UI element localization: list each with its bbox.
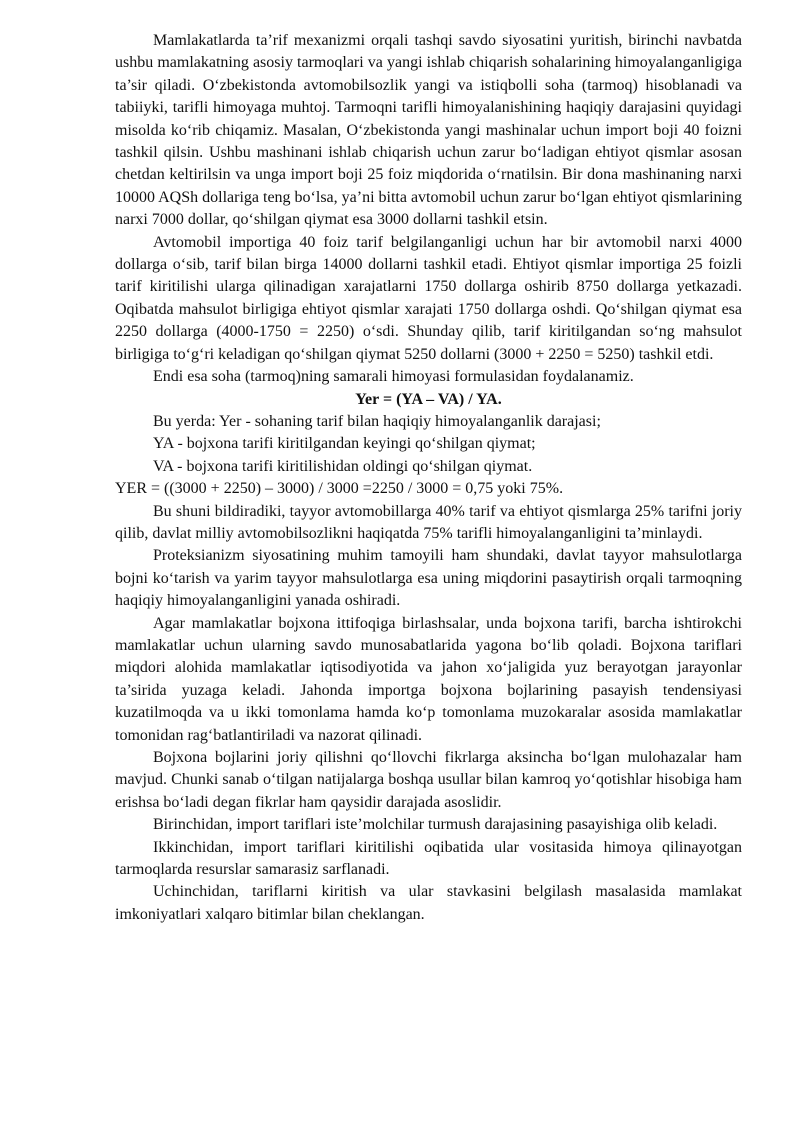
definition-va: VA - bojxona tarifi kiritilishidan oldingi qo‘shilgan qiymat. xyxy=(153,457,533,475)
paragraph-formula-intro: Endi esa soha (tarmoq)ning samarali himoyasi formulasidan foydalanamiz. xyxy=(153,368,634,386)
formula: Yer = (YA – VA) / YA. xyxy=(355,390,502,408)
paragraph-calculation: Avtomobil importiga 40 foiz tarif belgilanganligi uchun har bir avtomobil narxi 4000 dollarga o‘sib, tarif bilan birga 14000 dollarni tashkil etadi. Ehtiyot qismlar importiga 25 foizli tarif kiritilishi ularga qilinadigan xarajatlarni 1750 dollarga oshirib 8750 dollarga yetkazadi. Oqibatda mahsulot birligiga ehtiyot qismlar xarajati 1750 dollarga oshdi. Qo‘shilgan qiymat esa 2250 dollarga (4000-1750 = 2250) o‘sdi. Shunday qilib, tarif kiritilgandan so‘ng mahsulot birligiga to‘g‘ri keladigan qo‘shilgan qiymat 5250 dollarni (3000 + 2250 = 5250) tashkil etdi. xyxy=(115,233,742,363)
paragraph-third-point: Uchinchidan, tariflarni kiritish va ular stavkasini belgilash masalasida mamlakat imkoniyatlari xalqaro bitimlar bilan cheklangan. xyxy=(115,883,742,923)
paragraph-protectionism: Proteksianizm siyosatining muhim tamoyili ham shundaki, davlat tayyor mahsulotlarga bojni ko‘tarish va yarim tayyor mahsulotlarga esa uning miqdorini pasaytirish orqali tarmoqning haqiqiy himoyalanganligini yanada oshiradi. xyxy=(115,547,742,610)
paragraph-conclusion: Bu shuni bildiradiki, tayyor avtomobillarga 40% tarif va ehtiyot qismlarga 25% tarifni joriy qilib, davlat milliy avtomobilsozlikni haqiqatda 75% tarifli himoyalanganligini ta’minlaydi. xyxy=(115,502,742,542)
document-page xyxy=(115,30,742,926)
paragraph-intro: Mamlakatlarda ta’rif mexanizmi orqali tashqi savdo siyosatini yuritish, birinchi navbatda ushbu mamlakatning asosiy tarmoqlari va yangi ishlab chiqarish sohalarining himoyalanganligiga ta’sir qiladi. O‘zbekistonda avtomobilsozlik yangi va istiqbolli soha (tarmoq) hisoblanadi va tabiiyki, tarifli himoyaga muhtoj. Tarmoqni tarifli himoyalanishining haqiqiy darajasini quyidagi misolda ko‘rib chiqamiz. Masalan, O‘zbekistonda yangi mashinalar uchun import boji 40 foizni tashkil qilsin. Ushbu mashinani ishlab chiqarish uchun zarur bo‘ladigan ehtiyot qismlar asosan chetdan keltirilsin va unga import boji 25 foiz miqdorida o‘rnatilsin. Bir dona mashinaning narxi 10000 AQSh dollariga teng bo‘lsa, ya’ni bitta avtomobil uchun zarur bo‘lgan ehtiyot qismlarining narxi 7000 dollar, qo‘shilgan qiymat esa 3000 dollarni tashkil etsin. xyxy=(115,32,742,229)
definition-ya: YA - bojxona tarifi kiritilgandan keyingi qo‘shilgan qiymat; xyxy=(153,435,536,453)
formula-calculation: YER = ((3000 + 2250) – 3000) / 3000 =2250 / 3000 = 0,75 yoki 75%. xyxy=(115,480,564,498)
paragraph-customs-union: Agar mamlakatlar bojxona ittifoqiga birlashsalar, unda bojxona tarifi, barcha ishtirokchi mamlakatlar uchun ularning savdo munosabatlarida yagona bo‘lib qoladi. Bojxona tariflari miqdori alohida mamlakatlar iqtisodiyotida va jahon xo‘jaligida yuz berayotgan jarayonlar ta’sirida yuzaga keladi. Jahonda importga bojxona bojlarining pasayish tendensiyasi kuzatilmoqda va u ikki tomonlama hamda ko‘p tomonlama muzokaralar asosida mamlakatlar tomonidan rag‘batlantiriladi va nazorat qilinadi. xyxy=(115,614,742,744)
definition-yer: Bu yerda: Yer - sohaning tarif bilan haqiqiy himoyalanganlik darajasi; xyxy=(153,412,601,430)
paragraph-second-point: Ikkinchidan, import tariflari kiritilishi oqibatida ular vositasida himoya qilinayotgan tarmoqlarda resurslar samarasiz sarflanadi. xyxy=(115,838,742,879)
paragraph-first-point: Birinchidan, import tariflari iste’molchilar turmush darajasining pasayishiga olib keladi. xyxy=(153,816,718,834)
paragraph-counterarguments: Bojxona bojlarini joriy qilishni qo‘llovchi fikrlarga aksincha bo‘lgan mulohazalar ham mavjud. Chunki sanab o‘tilgan natijalarga boshqa usullar bilan kamroq yo‘qotishlar hisobiga ham erishsa bo‘ladi degan fikrlar ham qaysidir darajada asoslidir. xyxy=(115,749,742,811)
